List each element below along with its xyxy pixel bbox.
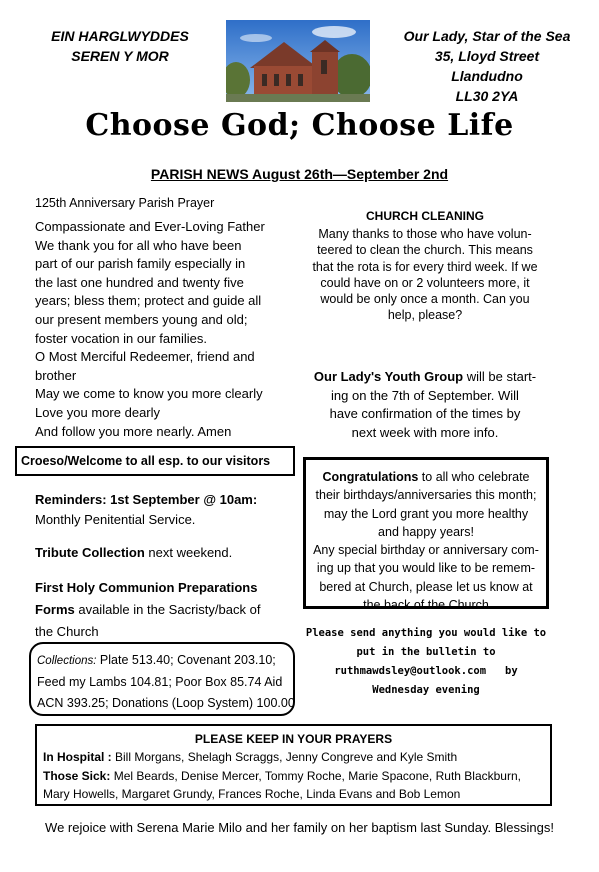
welsh-parish-name — [40, 26, 200, 66]
congrats-line: to all who celebrate — [418, 470, 530, 484]
congrats-line: ing up that you would like to be remem- — [316, 561, 536, 576]
tribute-collection — [35, 545, 293, 560]
send-line: Wednesday evening — [372, 684, 480, 696]
fhc-line3: the Church — [35, 624, 99, 639]
prayer-line: part of our parish family especially in — [35, 256, 246, 272]
congrats-line: Any special birthday or anniversary com- — [313, 543, 539, 558]
prayer-line: Love you more dearly — [35, 404, 161, 420]
reminders-detail: Monthly Penitential Service. — [35, 512, 196, 527]
cleaning-line: help, please? — [387, 308, 463, 323]
youth-line: next week with more info. — [351, 424, 499, 440]
cleaning-line: teered to clean the church. This means — [317, 243, 533, 258]
church-cleaning-notice — [300, 226, 550, 324]
cleaning-line: could have on or 2 volunteers more, it — [320, 275, 530, 290]
fhc-forms-text: available in the Sacristy/back of — [74, 602, 261, 617]
parish-name: Our Lady, Star of the Sea — [403, 28, 571, 44]
congrats-line: and happy years! — [378, 524, 474, 539]
congrats-label: Congratulations — [322, 470, 419, 484]
prayer-line: May we come to know you more clearly — [35, 386, 263, 402]
hospital-label: In Hospital : — [43, 750, 112, 765]
hospital-names: Bill Morgans, Shelagh Scraggs, Jenny Congreve and Kyle Smith — [111, 750, 458, 765]
prayer-line: Compassionate and Ever-Loving Father — [35, 219, 265, 234]
tribute-text: next weekend. — [144, 545, 233, 560]
baptism-notice: We rejoice with Serena Marie Milo and her family on her baptism last Sunday. Blessings! — [45, 820, 554, 835]
church-photo — [226, 20, 370, 102]
fhc-title: First Holy Communion Preparations — [35, 580, 258, 595]
prayer-line: the last one hundred and twenty five — [35, 274, 244, 290]
parish-news-heading: PARISH NEWS August 26th—September 2nd — [150, 166, 449, 182]
cleaning-line: would be only once a month. Can you — [320, 292, 530, 307]
prayer-line: O Most Merciful Redeemer, friend and — [35, 349, 255, 365]
youth-line: ing on the 7th of September. Will — [331, 387, 519, 403]
parish-address — [392, 26, 582, 106]
fhc-forms-label: Forms — [35, 602, 75, 617]
cleaning-title: CHURCH CLEANING — [366, 209, 484, 223]
sick-names: Mel Beards, Denise Mercer, Tommy Roche, Marie Spacone, Ruth Blackburn, — [110, 768, 521, 783]
prayer-line: And follow you more nearly. Amen — [35, 423, 232, 439]
youth-group-name: Our Lady's Youth Group — [313, 369, 464, 384]
prayer-line: We thank you for all who have been — [35, 237, 242, 253]
send-line: put in the bulletin to — [356, 646, 496, 658]
welsh-name-line: SEREN Y MOR — [71, 48, 169, 64]
cleaning-line: that the rota is for every third week. If we — [312, 259, 538, 274]
collections-label: Collections: — [37, 655, 97, 667]
collections-line: Plate 513.40; Covenant 203.10; — [96, 653, 276, 667]
prayer-list-box — [35, 724, 552, 806]
welcome-banner: Croeso/Welcome to all esp. to our visitors — [15, 446, 295, 476]
welsh-name-line: EIN HARGLWYDDES — [51, 28, 189, 44]
reminders — [35, 490, 293, 530]
congrats-line: may the Lord grant you more healthy — [323, 506, 529, 521]
congrats-line: the back of the Church — [363, 598, 489, 613]
first-communion-notice — [35, 577, 293, 643]
collections-box — [29, 642, 295, 716]
anniversary-prayer — [35, 218, 293, 441]
prayer-line: brother — [35, 367, 77, 383]
youth-line: have confirmation of the times by — [329, 406, 521, 421]
sick-names: Mary Howells, Margaret Grundy, Frances Roche, Linda Evans and Bob Lemon — [43, 786, 461, 801]
prayer-title: 125th Anniversary Parish Prayer — [35, 196, 215, 210]
prayer-line: our present members young and old; — [35, 311, 248, 327]
congratulations-box — [303, 457, 549, 613]
prayers-title: PLEASE KEEP IN YOUR PRAYERS — [194, 732, 393, 746]
sick-label: Those Sick: — [43, 768, 111, 783]
page-title: Choose God; Choose Life — [85, 108, 514, 143]
cleaning-line: Many thanks to those who have volun- — [318, 227, 532, 241]
congrats-line: their birthdays/anniversaries this month; — [315, 488, 537, 503]
collections-line: ACN 393.25; Donations (Loop System) 100.00 — [37, 696, 295, 710]
send-line: Please send anything you would like to — [305, 627, 547, 639]
prayer-line: foster vocation in our families. — [35, 330, 207, 346]
reminders-heading: Reminders: 1st September @ 10am: — [35, 492, 258, 507]
bulletin-submission-notice — [300, 624, 552, 700]
prayer-line: years; bless them; protect and guide all — [35, 293, 262, 309]
congrats-line: bered at Church, please let us know at — [319, 579, 533, 594]
youth-group-notice — [300, 368, 550, 442]
collections-line: Feed my Lambs 104.81; Poor Box 85.74 Aid — [37, 675, 283, 689]
tribute-label: Tribute Collection — [35, 545, 145, 560]
address-postcode: LL30 2YA — [455, 88, 519, 104]
contact-email[interactable]: ruthmawdsley@outlook.com by — [334, 665, 518, 677]
address-town: Llandudno — [451, 68, 523, 84]
address-street: 35, Lloyd Street — [434, 48, 540, 64]
youth-line: will be start- — [463, 369, 537, 384]
